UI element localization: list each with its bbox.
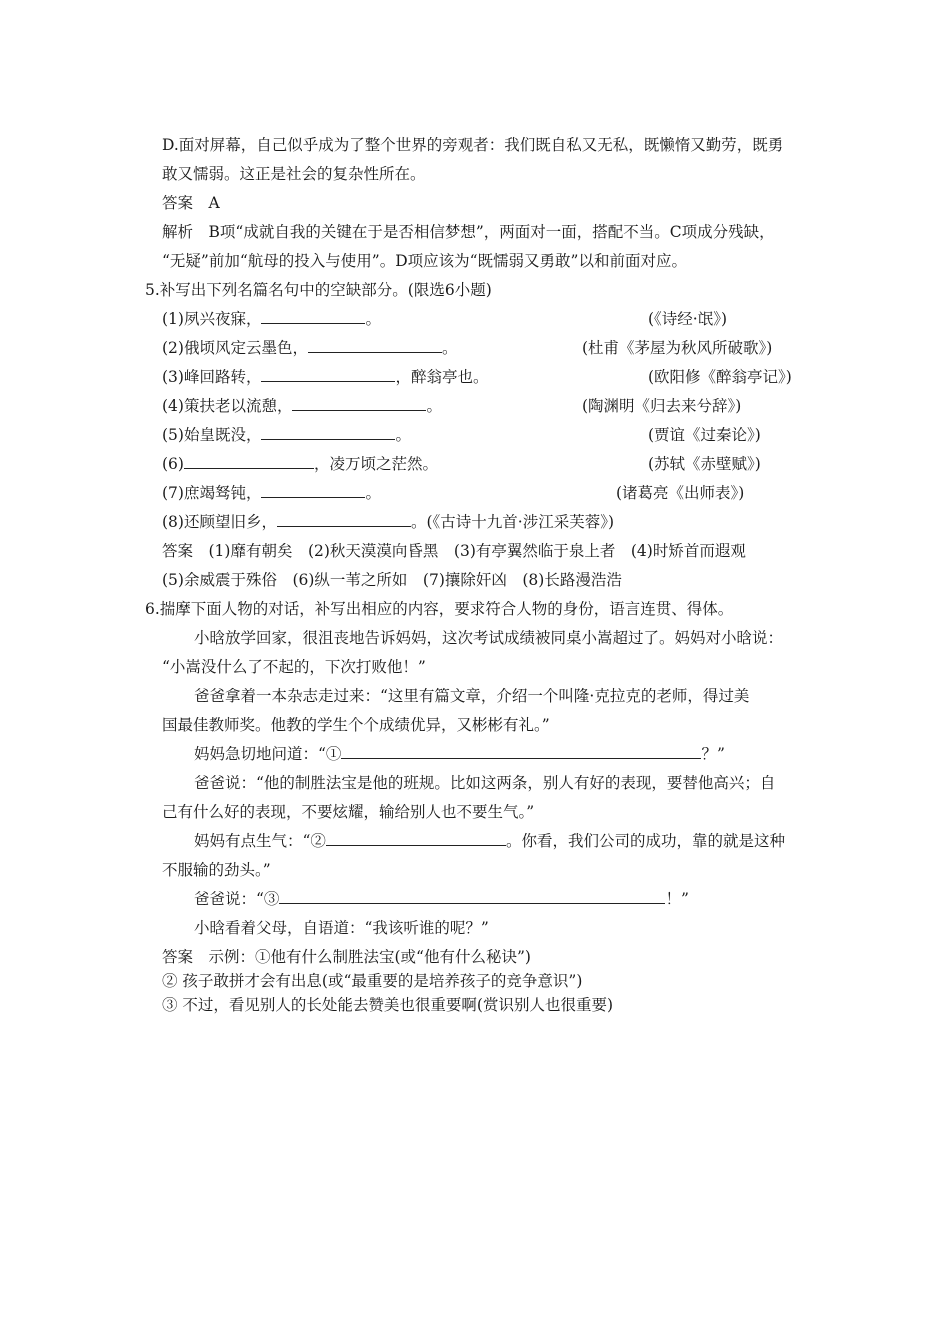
q6-text: ？” [701,745,725,763]
q5-item-6 [162,454,438,474]
question-5-title: 5.补写出下列名篇名句中的空缺部分。(限选6小题) [145,281,492,299]
q5-item-text: (1)夙兴夜寐， [162,310,262,328]
q5-item-4-source: (陶渊明《归去来兮辞》) [582,397,742,415]
q5-item-text: 。 [395,426,411,444]
answer-q4: 答案 A [162,194,220,212]
q6-para-5-line1 [194,831,785,851]
q6-text: 妈妈有点生气：“② [194,832,326,850]
q5-item-2-source: (杜甫《茅屋为秋风所破歌》) [582,339,773,357]
q5-item-text: (7)庶竭驽钝， [162,484,262,502]
q5-item-text: 。 [365,484,381,502]
q6-text: 。你看，我们公司的成功，靠的就是这种 [505,832,785,850]
q6-para-2-line2: 国最佳教师奖。他教的学生个个成绩优异，又彬彬有礼。” [162,716,550,734]
option-d-line2: 敢又懦弱。这正是社会的复杂性所在。 [162,165,426,183]
q5-item-text: 。 [365,310,381,328]
q5-item-3-source: (欧阳修《醉翁亭记》) [648,368,792,386]
fill-blank [261,426,395,440]
fill-blank-2 [326,832,506,846]
q6-para-1-line2: “小嵩没什么了不起的，下次打败他！” [162,658,426,676]
q6-text: ！” [665,890,689,908]
answer-q6-line3: ③ 不过，看见别人的长处能去赞美也很重要啊(赏识别人也很重要) [162,996,614,1014]
q5-item-4 [162,396,442,416]
q6-para-2-line1: 爸爸拿着一本杂志走过来：“这里有篇文章，介绍一个叫隆·克拉克的老师，得过美 [194,687,750,705]
q5-item-7-source: (诸葛亮《出师表》) [616,484,745,502]
q6-para-1-line1: 小晗放学回家，很沮丧地告诉妈妈，这次考试成绩被同桌小嵩超过了。妈妈对小晗说： [194,629,784,647]
q5-item-7 [162,483,381,503]
q6-para-3 [194,744,725,764]
q6-para-4-line2: 己有什么好的表现，不要炫耀，输给别人也不要生气。” [162,803,535,821]
q5-item-2 [162,338,457,358]
q5-item-8 [162,512,614,532]
fill-blank [261,484,365,498]
fill-blank-1 [341,745,701,759]
q5-item-3 [162,367,488,387]
q5-item-5-source: (贾谊《过秦论》) [648,426,761,444]
fill-blank [292,397,426,411]
q5-item-text: (6) [162,455,184,473]
q5-item-text: (3)峰回路转， [162,368,262,386]
q5-item-text: 。 [441,339,458,357]
option-d-line1: D.面对屏幕，自己似乎成为了整个世界的旁观者：我们既自私又无私，既懒惰又勤劳，既勇 [162,136,784,154]
q5-item-5 [162,425,411,445]
fill-blank [261,368,395,382]
q5-item-1-source: (《诗经·氓》) [648,310,728,328]
analysis-q4-line1: 解析 B项“成就自我的关键在于是否相信梦想”，两面对一面，搭配不当。C项成分残缺， [162,223,775,241]
q5-item-text: ，凌万顷之茫然。 [313,455,438,473]
analysis-q4-line2: “无疑”前加“航母的投入与使用”。D项应该为“既懦弱又勇敢”以和前面对应。 [162,252,687,270]
answer-q5-line2: (5)余威震于殊俗 (6)纵一苇之所如 (7)攘除奸凶 (8)长路漫浩浩 [162,571,622,589]
q6-text: 爸爸说：“③ [194,890,280,908]
question-6-title: 6.揣摩下面人物的对话，补写出相应的内容，要求符合人物的身份，语言连贯、得体。 [145,600,734,618]
q5-item-1 [162,309,381,329]
q5-item-text: ，醉翁亭也。 [395,368,489,386]
q5-item-text: (2)俄顷风定云墨色， [162,339,308,357]
q5-item-text: (5)始皇既没， [162,426,262,444]
q6-para-5-line2: 不服输的劲头。” [162,861,271,879]
q6-text: 妈妈急切地问道：“① [194,745,342,763]
answer-q6-line2: ② 孩子敢拼才会有出息(或“最重要的是培养孩子的竞争意识”) [162,972,583,990]
fill-blank [184,455,314,469]
q5-item-6-source: (苏轼《赤壁赋》) [648,455,761,473]
q6-para-4-line1: 爸爸说：“他的制胜法宝是他的班规。比如这两条，别人有好的表现，要替他高兴；自 [194,774,776,792]
answer-q6-line1: 答案 示例：①他有什么制胜法宝(或“他有什么秘诀”) [162,948,531,966]
q6-para-6 [194,889,689,909]
q5-item-text: (4)策扶老以流憩， [162,397,293,415]
fill-blank [261,310,365,324]
q5-item-text: 。 [426,397,442,415]
answer-q5-line1: 答案 (1)靡有朝矣 (2)秋天漠漠向昏黑 (3)有亭翼然临于泉上者 (4)时矫首而遐观 [162,542,746,560]
q5-item-text: (8)还顾望旧乡， [162,513,277,531]
fill-blank-3 [279,890,665,904]
fill-blank [308,339,442,353]
q6-para-7: 小晗看着父母，自语道：“我该听谁的呢？” [194,919,489,937]
fill-blank [277,513,411,527]
q5-item-text: 。(《古诗十九首·涉江采芙蓉》) [410,513,614,531]
